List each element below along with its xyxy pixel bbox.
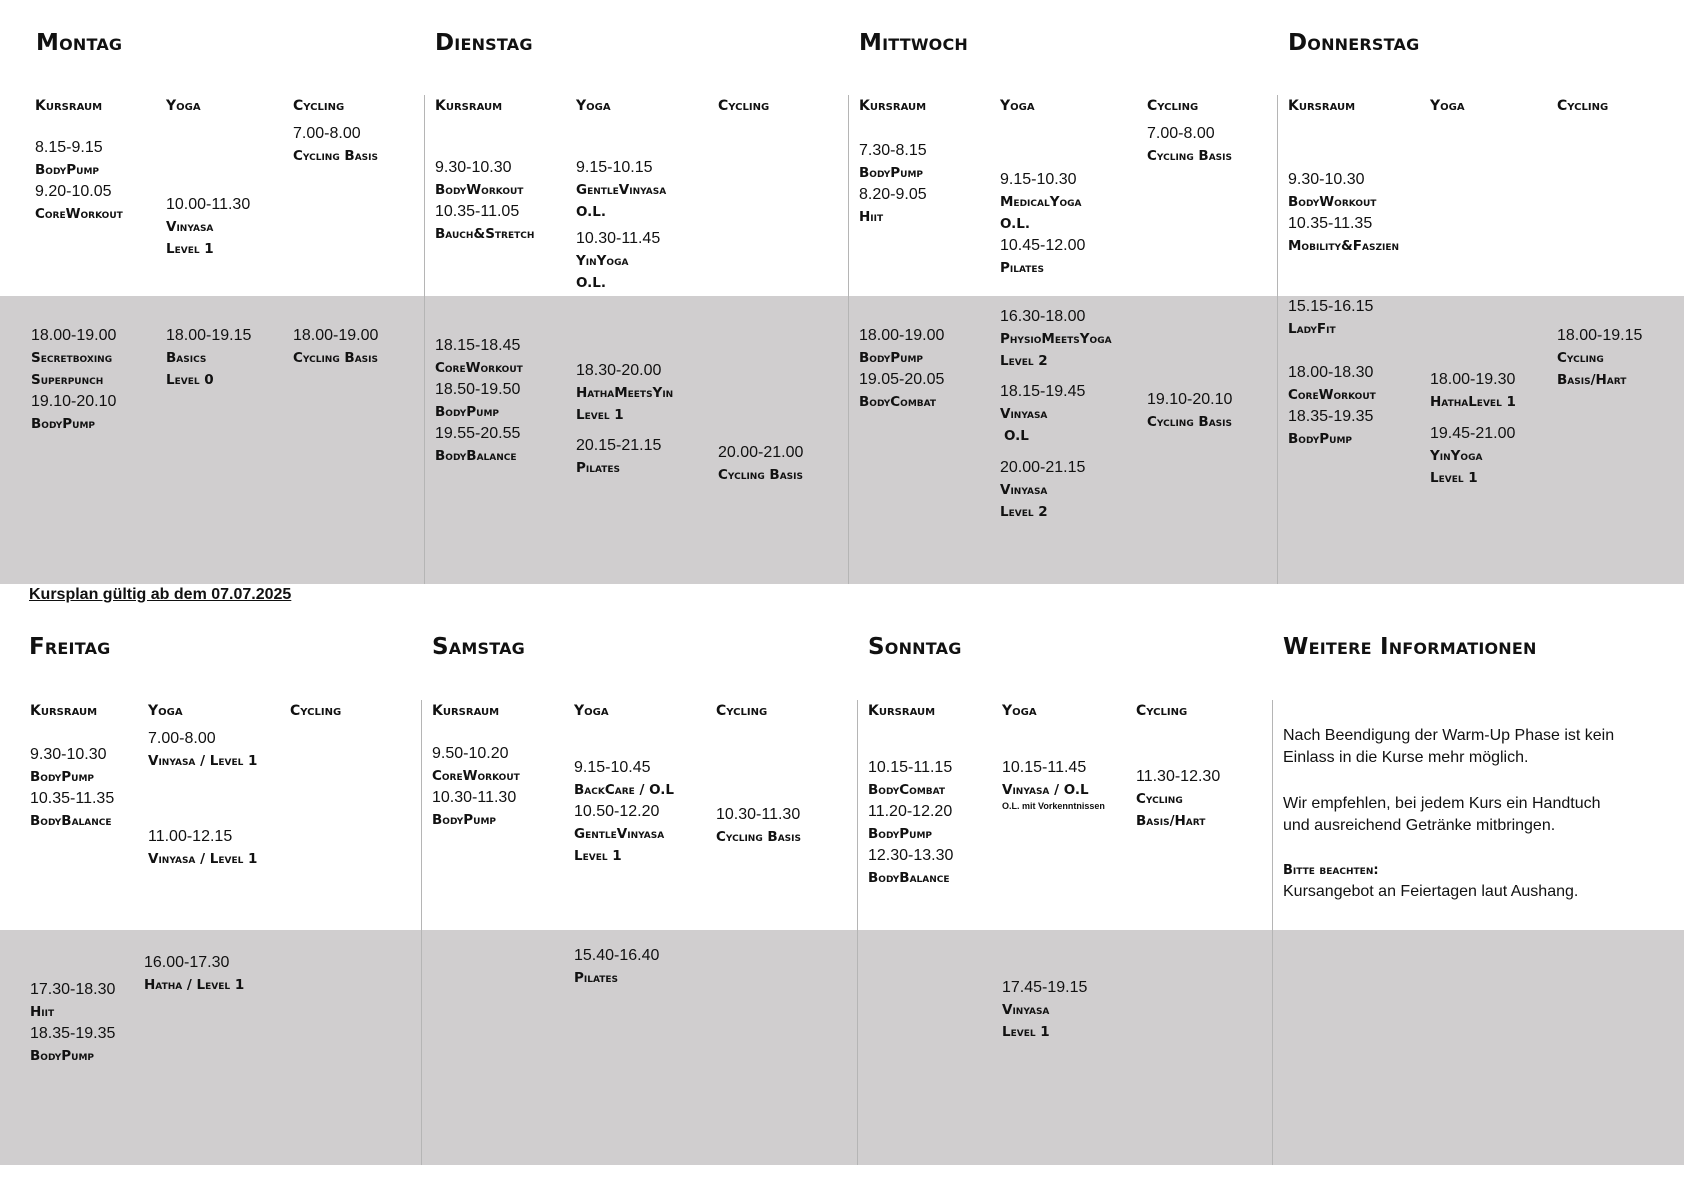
class-entry xyxy=(1000,457,1085,523)
day-title-thursday: Donnerstag xyxy=(1288,30,1420,56)
class-time: 18.50-19.50 xyxy=(435,381,521,398)
column-header-cycling: Cycling xyxy=(293,98,345,114)
class-entry xyxy=(1136,766,1220,832)
class-name: Superpunch xyxy=(31,372,104,388)
class-time: 18.00-19.15 xyxy=(1557,327,1643,344)
class-name: BodyPump xyxy=(1288,431,1353,447)
day-title-saturday: Samstag xyxy=(432,634,525,660)
class-name: BodyPump xyxy=(35,162,100,178)
column-header-yoga: Yoga xyxy=(576,98,611,114)
class-entry xyxy=(574,945,659,989)
info-title: Weitere Informationen xyxy=(1283,634,1537,660)
column-header-cycling: Cycling xyxy=(1557,98,1609,114)
class-name: Vinyasa / O.L xyxy=(1002,782,1089,798)
class-name: MedicalYoga xyxy=(1000,194,1082,210)
class-time: 9.30-10.30 xyxy=(1288,171,1365,188)
class-entry xyxy=(1147,123,1232,167)
class-name: Vinyasa xyxy=(1002,1002,1050,1018)
column-header-yoga: Yoga xyxy=(1430,98,1465,114)
class-name: GentleVinyasa xyxy=(574,826,665,842)
class-entry xyxy=(1288,169,1399,257)
class-name: Basis/Hart xyxy=(1136,813,1206,829)
column-header-kursraum: Kursraum xyxy=(435,98,503,114)
column-header-yoga: Yoga xyxy=(166,98,201,114)
class-time: 10.30-11.45 xyxy=(576,230,661,247)
class-time: 19.10-20.10 xyxy=(1147,391,1233,408)
column-header-yoga: Yoga xyxy=(1002,703,1037,719)
divider xyxy=(848,95,849,584)
class-name: YinYoga xyxy=(1430,448,1483,464)
day-title-tuesday: Dienstag xyxy=(435,30,533,56)
info-line: Einlass in die Kurse mehr möglich. xyxy=(1283,749,1529,766)
class-level: Level 1 xyxy=(576,407,624,423)
class-time: 10.35-11.35 xyxy=(30,790,115,807)
class-entry xyxy=(1000,169,1085,279)
class-level: O.L xyxy=(1004,428,1029,444)
class-note: O.L. mit Vorkenntnissen xyxy=(1002,801,1105,811)
class-name: Cycling xyxy=(1136,791,1183,807)
class-time: 7.00-8.00 xyxy=(148,730,216,747)
class-entry xyxy=(1288,362,1376,450)
column-header-cycling: Cycling xyxy=(718,98,770,114)
class-name: BodyPump xyxy=(859,350,924,366)
class-entry xyxy=(30,979,115,1067)
class-entry xyxy=(576,360,673,426)
class-name: BodyBalance xyxy=(868,870,950,886)
class-name: Hatha / Level 1 xyxy=(144,977,245,993)
class-time: 15.15-16.15 xyxy=(1288,298,1374,315)
class-time: 16.00-17.30 xyxy=(144,954,230,971)
class-entry xyxy=(574,757,674,867)
class-entry xyxy=(576,157,666,223)
class-time: 18.00-19.00 xyxy=(293,327,379,344)
class-entry xyxy=(859,140,927,228)
class-entry xyxy=(435,335,523,467)
class-level: Level 1 xyxy=(166,241,214,257)
class-time: 20.00-21.00 xyxy=(718,444,804,461)
class-name: YinYoga xyxy=(576,253,629,269)
class-time: 18.00-19.00 xyxy=(31,327,117,344)
class-time: 18.00-19.30 xyxy=(1430,371,1516,388)
class-name: Pilates xyxy=(576,460,621,476)
class-name: CoreWorkout xyxy=(432,768,520,784)
class-time: 10.45-12.00 xyxy=(1000,237,1086,254)
class-entry xyxy=(35,137,123,225)
column-header-yoga: Yoga xyxy=(1000,98,1035,114)
day-title-wednesday: Mittwoch xyxy=(859,30,969,56)
class-time: 20.00-21.15 xyxy=(1000,459,1086,476)
class-name: Hiit xyxy=(859,209,884,225)
class-time: 16.30-18.00 xyxy=(1000,308,1086,325)
class-name: BodyWorkout xyxy=(435,182,524,198)
class-time: 20.15-21.15 xyxy=(576,437,662,454)
class-time: 18.00-19.15 xyxy=(166,327,252,344)
class-time: 10.00-11.30 xyxy=(166,196,251,213)
class-name: HathaLevel 1 xyxy=(1430,394,1516,410)
column-header-kursraum: Kursraum xyxy=(30,703,98,719)
info-note-title: Bitte beachten: xyxy=(1283,863,1379,878)
class-time: 9.15-10.30 xyxy=(1000,171,1077,188)
class-time: 10.15-11.45 xyxy=(1002,759,1087,776)
class-entry xyxy=(148,826,257,870)
class-time: 18.30-20.00 xyxy=(576,362,662,379)
class-entry xyxy=(1430,369,1516,413)
class-time: 12.30-13.30 xyxy=(868,847,954,864)
class-name: Basis/Hart xyxy=(1557,372,1627,388)
divider xyxy=(424,95,425,584)
class-name: BodyPump xyxy=(435,404,500,420)
class-name: Pilates xyxy=(574,970,619,986)
column-header-kursraum: Kursraum xyxy=(35,98,103,114)
column-header-cycling: Cycling xyxy=(1136,703,1188,719)
info-paragraph xyxy=(1283,725,1614,769)
class-name: Hiit xyxy=(30,1004,55,1020)
class-entry xyxy=(718,442,803,486)
class-name: Cycling Basis xyxy=(293,148,378,164)
class-time: 10.50-12.20 xyxy=(574,803,660,820)
class-entry xyxy=(1288,296,1373,340)
info-line: Wir empfehlen, bei jedem Kurs ein Handtuch xyxy=(1283,795,1601,812)
info-line: und ausreichend Getränke mitbringen. xyxy=(1283,817,1556,834)
class-name: Mobility&Faszien xyxy=(1288,238,1400,254)
class-name: Vinyasa xyxy=(1000,406,1048,422)
class-time: 18.15-18.45 xyxy=(435,337,521,354)
class-time: 18.35-19.35 xyxy=(1288,408,1374,425)
class-entry xyxy=(30,744,114,832)
class-time: 17.30-18.30 xyxy=(30,981,116,998)
column-header-yoga: Yoga xyxy=(574,703,609,719)
class-name: BackCare / O.L xyxy=(574,782,675,798)
day-title-sunday: Sonntag xyxy=(868,634,962,660)
class-name: HathaMeetsYin xyxy=(576,385,674,401)
class-entry xyxy=(859,325,944,413)
class-level: O.L. xyxy=(576,204,607,220)
column-header-cycling: Cycling xyxy=(1147,98,1199,114)
info-note-text: Kursangebot an Feiertagen laut Aushang. xyxy=(1283,883,1579,900)
class-time: 15.40-16.40 xyxy=(574,947,660,964)
class-time: 9.50-10.20 xyxy=(432,745,509,762)
class-name: Cycling Basis xyxy=(718,467,803,483)
valid-from-note: Kursplan gültig ab dem 07.07.2025 xyxy=(29,586,292,603)
class-entry xyxy=(435,157,534,245)
class-time: 8.20-9.05 xyxy=(859,186,927,203)
class-time: 8.15-9.15 xyxy=(35,139,103,156)
column-header-kursraum: Kursraum xyxy=(868,703,936,719)
class-time: 18.35-19.35 xyxy=(30,1025,116,1042)
class-time: 10.30-11.30 xyxy=(432,789,517,806)
class-time: 9.15-10.15 xyxy=(576,159,653,176)
divider xyxy=(1277,95,1278,584)
class-level: Level 0 xyxy=(166,372,214,388)
class-name: BodyBalance xyxy=(435,448,517,464)
class-name: BodyCombat xyxy=(868,782,946,798)
class-name: BodyPump xyxy=(868,826,933,842)
class-time: 7.30-8.15 xyxy=(859,142,927,159)
class-name: Cycling Basis xyxy=(1147,414,1232,430)
column-header-yoga: Yoga xyxy=(148,703,183,719)
class-name: Cycling Basis xyxy=(1147,148,1232,164)
class-entry xyxy=(293,325,378,369)
divider xyxy=(857,700,858,1165)
column-header-kursraum: Kursraum xyxy=(859,98,927,114)
class-entry xyxy=(576,228,660,294)
class-name: CoreWorkout xyxy=(35,206,123,222)
class-level: O.L. xyxy=(1000,216,1031,232)
class-time: 19.55-20.55 xyxy=(435,425,521,442)
class-name: Vinyasa xyxy=(1000,482,1048,498)
class-level: Level 2 xyxy=(1000,353,1048,369)
class-entry xyxy=(31,325,116,435)
class-name: BodyPump xyxy=(30,1048,95,1064)
column-header-cycling: Cycling xyxy=(716,703,768,719)
class-name: Cycling xyxy=(1557,350,1604,366)
class-time: 10.35-11.05 xyxy=(435,203,520,220)
class-entry xyxy=(166,325,251,391)
class-entry xyxy=(166,194,250,260)
class-time: 11.20-12.20 xyxy=(868,803,953,820)
class-time: 19.05-20.05 xyxy=(859,371,945,388)
class-time: 9.20-10.05 xyxy=(35,183,112,200)
class-name: Cycling Basis xyxy=(716,829,801,845)
class-name: Cycling Basis xyxy=(293,350,378,366)
class-name: LadyFit xyxy=(1288,321,1336,337)
class-time: 18.00-19.00 xyxy=(859,327,945,344)
class-time: 7.00-8.00 xyxy=(293,125,361,142)
class-name: Pilates xyxy=(1000,260,1045,276)
class-name: BodyBalance xyxy=(30,813,112,829)
class-level: Level 1 xyxy=(1430,470,1478,486)
class-time: 10.35-11.35 xyxy=(1288,215,1373,232)
class-name: BodyPump xyxy=(859,165,924,181)
class-entry xyxy=(148,728,257,772)
class-entry xyxy=(868,757,953,889)
class-name: Vinyasa / Level 1 xyxy=(148,851,258,867)
class-time: 9.30-10.30 xyxy=(435,159,512,176)
class-entry xyxy=(1430,423,1515,489)
class-entry xyxy=(1147,389,1232,433)
class-entry xyxy=(576,435,661,479)
class-name: Vinyasa / Level 1 xyxy=(148,753,258,769)
day-title-friday: Freitag xyxy=(29,634,111,660)
class-name: Basics xyxy=(166,350,207,366)
class-time: 18.15-19.45 xyxy=(1000,383,1086,400)
class-time: 7.00-8.00 xyxy=(1147,125,1215,142)
class-time: 17.45-19.15 xyxy=(1002,979,1088,996)
class-time: 19.45-21.00 xyxy=(1430,425,1516,442)
column-header-cycling: Cycling xyxy=(290,703,342,719)
class-entry xyxy=(432,743,520,831)
class-name: BodyWorkout xyxy=(1288,194,1377,210)
class-level: Level 1 xyxy=(1002,1024,1050,1040)
class-entry xyxy=(1557,325,1642,391)
class-time: 10.15-11.15 xyxy=(868,759,953,776)
info-line: Nach Beendigung der Warm-Up Phase ist kein xyxy=(1283,727,1615,744)
class-time: 11.00-12.15 xyxy=(148,828,233,845)
class-entry xyxy=(1000,306,1112,372)
class-name: BodyPump xyxy=(31,416,96,432)
info-paragraph xyxy=(1283,793,1601,837)
class-name: CoreWorkout xyxy=(1288,387,1376,403)
class-name: GentleVinyasa xyxy=(576,182,667,198)
class-name: CoreWorkout xyxy=(435,360,523,376)
class-level: O.L. xyxy=(576,275,607,291)
day-title-monday: Montag xyxy=(36,30,123,56)
class-time: 18.00-18.30 xyxy=(1288,364,1374,381)
class-name: Secretboxing xyxy=(31,350,113,366)
column-header-kursraum: Kursraum xyxy=(432,703,500,719)
class-name: PhysioMeetsYoga xyxy=(1000,331,1112,347)
class-level: Level 2 xyxy=(1000,504,1048,520)
class-entry xyxy=(1002,757,1105,811)
class-entry xyxy=(293,123,378,167)
class-name: Vinyasa xyxy=(166,219,214,235)
evening-band-bottom xyxy=(0,930,1684,1165)
class-time: 9.15-10.45 xyxy=(574,759,651,776)
class-name: BodyPump xyxy=(30,769,95,785)
divider xyxy=(1272,700,1273,1165)
class-entry xyxy=(144,952,244,996)
class-time: 10.30-11.30 xyxy=(716,806,801,823)
class-time: 11.30-12.30 xyxy=(1136,768,1221,785)
class-time: 9.30-10.30 xyxy=(30,746,107,763)
divider xyxy=(421,700,422,1165)
class-entry xyxy=(1000,381,1085,447)
class-name: Bauch&Stretch xyxy=(435,226,535,242)
class-name: BodyCombat xyxy=(859,394,937,410)
class-entry xyxy=(1002,977,1087,1043)
class-entry xyxy=(716,804,801,848)
class-level: Level 1 xyxy=(574,848,622,864)
class-time: 19.10-20.10 xyxy=(31,393,117,410)
column-header-kursraum: Kursraum xyxy=(1288,98,1356,114)
class-name: BodyPump xyxy=(432,812,497,828)
